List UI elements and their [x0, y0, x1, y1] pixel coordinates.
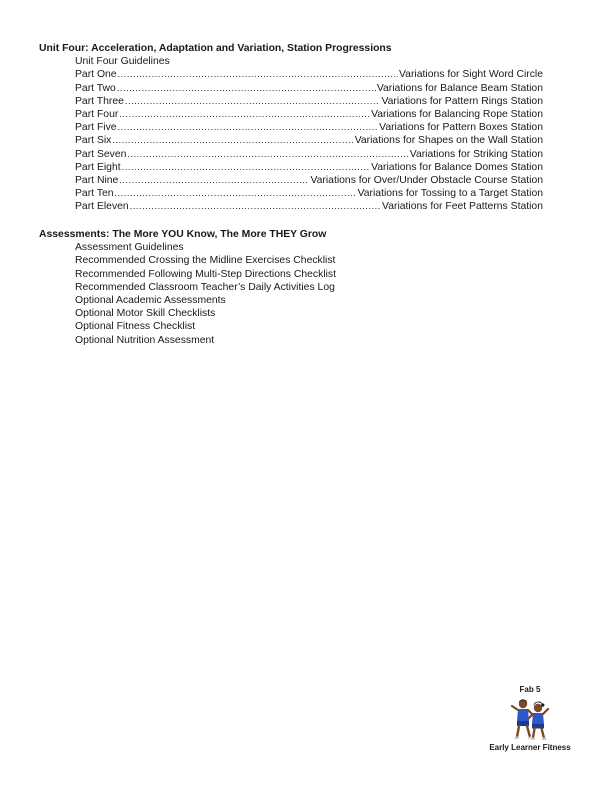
toc-row: [39, 95, 543, 108]
dot-leader: [130, 200, 381, 213]
toc-part-label: Part Eleven: [75, 201, 129, 213]
toc-row: [39, 148, 543, 161]
dot-leader: [122, 161, 370, 174]
assessment-item: Assessment Guidelines: [75, 242, 184, 254]
assessment-item: Recommended Crossing the Midline Exercises Checklist: [75, 255, 336, 267]
assessment-item: Optional Nutrition Assessment: [75, 334, 215, 346]
toc-row: [39, 200, 543, 213]
unit-four-section: [39, 42, 543, 214]
children-exercising-icon: [508, 696, 552, 742]
toc-part-label: Part One: [75, 69, 117, 81]
toc-part-label: Part Five: [75, 122, 117, 134]
toc-part-label: Part Six: [75, 135, 112, 147]
assessment-item: Optional Motor Skill Checklists: [75, 308, 216, 320]
toc-part-title: Variations for Pattern Boxes Station: [379, 122, 543, 134]
assessment-item: Optional Academic Assessments: [75, 295, 226, 307]
assessment-item: Optional Fitness Checklist: [75, 321, 196, 333]
child-figure: [528, 702, 548, 740]
dot-leader: [119, 108, 370, 121]
toc-row: [39, 121, 543, 134]
toc-part-label: Part Three: [75, 95, 124, 107]
toc-part-title: Variations for Balance Beam Station: [376, 82, 543, 94]
toc-part-title: Variations for Feet Patterns Station: [382, 201, 543, 213]
dot-leader: [118, 121, 379, 134]
toc-part-label: Part Four: [75, 109, 119, 121]
assessments-section: [39, 228, 543, 347]
dot-leader: [127, 148, 408, 161]
toc-part-title: Variations for Striking Station: [409, 148, 543, 160]
assessment-item: Recommended Classroom Teacher’s Daily Activities Log: [75, 281, 335, 293]
toc-part-title: Variations for Shapes on the Wall Station: [354, 135, 543, 147]
assessment-item: Recommended Following Multi-Step Directions Checklist: [75, 268, 337, 280]
toc-part-title: Variations for Balance Domes Station: [371, 161, 543, 173]
toc-row: [39, 68, 543, 81]
toc-row: [39, 82, 543, 95]
toc-part-label: Part Nine: [75, 175, 119, 187]
toc-part-label: Part Eight: [75, 161, 121, 173]
toc-part-title: Variations for Sight Word Circle: [399, 69, 543, 81]
unit-four-heading: Unit Four: Acceleration, Adaptation and Variation, Station Progressions: [39, 43, 392, 54]
assessments-heading: Assessments: The More YOU Know, The More THEY Grow: [39, 229, 327, 240]
toc-row: [39, 108, 543, 121]
toc-row: [39, 161, 543, 174]
toc-row: [39, 134, 543, 147]
footer-brand: [482, 685, 578, 753]
toc-part-label: Part Two: [75, 82, 116, 94]
dot-leader: [112, 134, 353, 147]
toc-part-title: Variations for Pattern Rings Station: [381, 95, 543, 107]
dot-leader: [118, 68, 398, 81]
toc-row: [39, 174, 543, 187]
dot-leader: [115, 187, 357, 200]
page-label: Fab 5: [519, 685, 541, 694]
toc-row: [39, 187, 543, 200]
dot-leader: [117, 82, 376, 95]
toc-part-label: Part Seven: [75, 148, 127, 160]
dot-leader: [125, 95, 381, 108]
toc-part-title: Variations for Tossing to a Target Station: [357, 188, 543, 200]
dot-leader: [119, 174, 309, 187]
toc-part-title: Variations for Balancing Rope Station: [371, 109, 543, 121]
toc-part-label: Part Ten: [75, 188, 114, 200]
unit-four-guidelines: Unit Four Guidelines: [75, 56, 170, 68]
brand-name: Early Learner Fitness: [489, 743, 571, 752]
toc-part-title: Variations for Over/Under Obstacle Course Station: [310, 175, 543, 187]
